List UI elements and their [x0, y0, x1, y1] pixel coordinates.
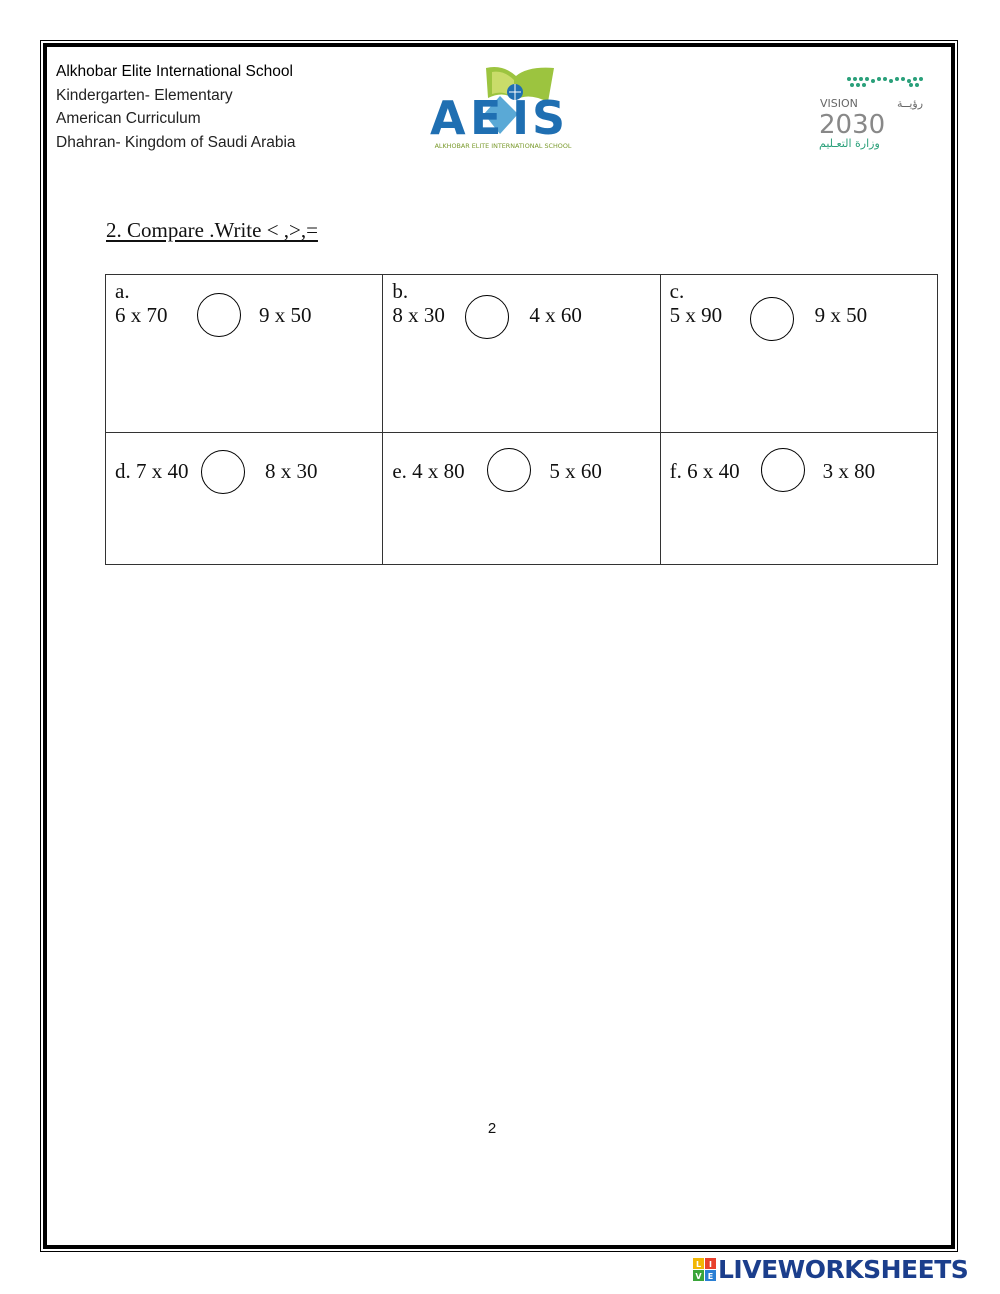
left-expression: e. 4 x 80	[392, 459, 465, 483]
page-number: 2	[487, 1120, 497, 1137]
ministry-arabic: وزارة التعـليم	[819, 137, 880, 150]
svg-text:E: E	[707, 1272, 714, 1281]
svg-text:A: A	[430, 91, 466, 145]
right-expression: 3 x 80	[822, 459, 876, 483]
liveworksheets-logo-icon	[693, 1258, 717, 1282]
school-level: Kindergarten- Elementary	[56, 86, 233, 104]
left-expression: 8 x 30	[392, 303, 445, 327]
answer-circle-a[interactable]	[197, 293, 241, 337]
svg-text:E: E	[470, 91, 502, 145]
vision-2030-logo	[815, 73, 930, 153]
school-curriculum: American Curriculum	[56, 110, 201, 127]
svg-text:I: I	[512, 91, 530, 145]
cell-e	[383, 433, 660, 565]
aeis-logo	[428, 62, 578, 154]
comparison-table	[105, 274, 938, 565]
vision-label: VISION	[820, 97, 858, 110]
cell-f	[660, 433, 937, 565]
item-letter: b.	[392, 279, 409, 303]
left-expression: 6 x 70	[115, 303, 168, 327]
cell-d	[106, 433, 383, 565]
svg-text:I: I	[709, 1260, 712, 1269]
right-expression: 5 x 60	[549, 459, 602, 483]
school-location: Dhahran- Kingdom of Saudi Arabia	[56, 133, 296, 151]
cell-a	[106, 275, 383, 433]
school-info	[56, 60, 296, 154]
svg-text:S: S	[532, 91, 566, 145]
vision-arabic: رؤيــة	[897, 97, 924, 110]
question-heading: 2. Compare .Write < ,>,=	[106, 218, 318, 242]
cell-c	[660, 275, 937, 433]
left-expression: d. 7 x 40	[115, 459, 189, 483]
left-expression: 5 x 90	[669, 303, 723, 327]
vision-year: 2030	[819, 110, 886, 140]
item-letter: a.	[115, 279, 130, 303]
school-name: Alkhobar Elite International School	[56, 63, 293, 80]
cell-b	[383, 275, 660, 433]
logo-subtext: ALKHOBAR ELITE INTERNATIONAL SCHOOL	[434, 142, 572, 150]
answer-circle-e[interactable]	[487, 448, 531, 492]
right-expression: 8 x 30	[265, 459, 318, 483]
svg-text:L: L	[695, 1260, 702, 1269]
left-expression: f. 6 x 40	[669, 459, 740, 483]
liveworksheets-watermark[interactable]: LIVEWORKSHEETS	[718, 1255, 969, 1284]
table-row	[106, 275, 938, 433]
right-expression: 4 x 60	[529, 303, 582, 327]
answer-circle-d[interactable]	[201, 450, 245, 494]
answer-circle-b[interactable]	[465, 295, 509, 339]
right-expression: 9 x 50	[814, 303, 868, 327]
answer-circle-c[interactable]	[750, 297, 794, 341]
svg-text:V: V	[695, 1272, 702, 1281]
right-expression: 9 x 50	[259, 303, 312, 327]
answer-circle-f[interactable]	[761, 448, 805, 492]
table-row	[106, 433, 938, 565]
item-letter: c.	[669, 279, 685, 303]
